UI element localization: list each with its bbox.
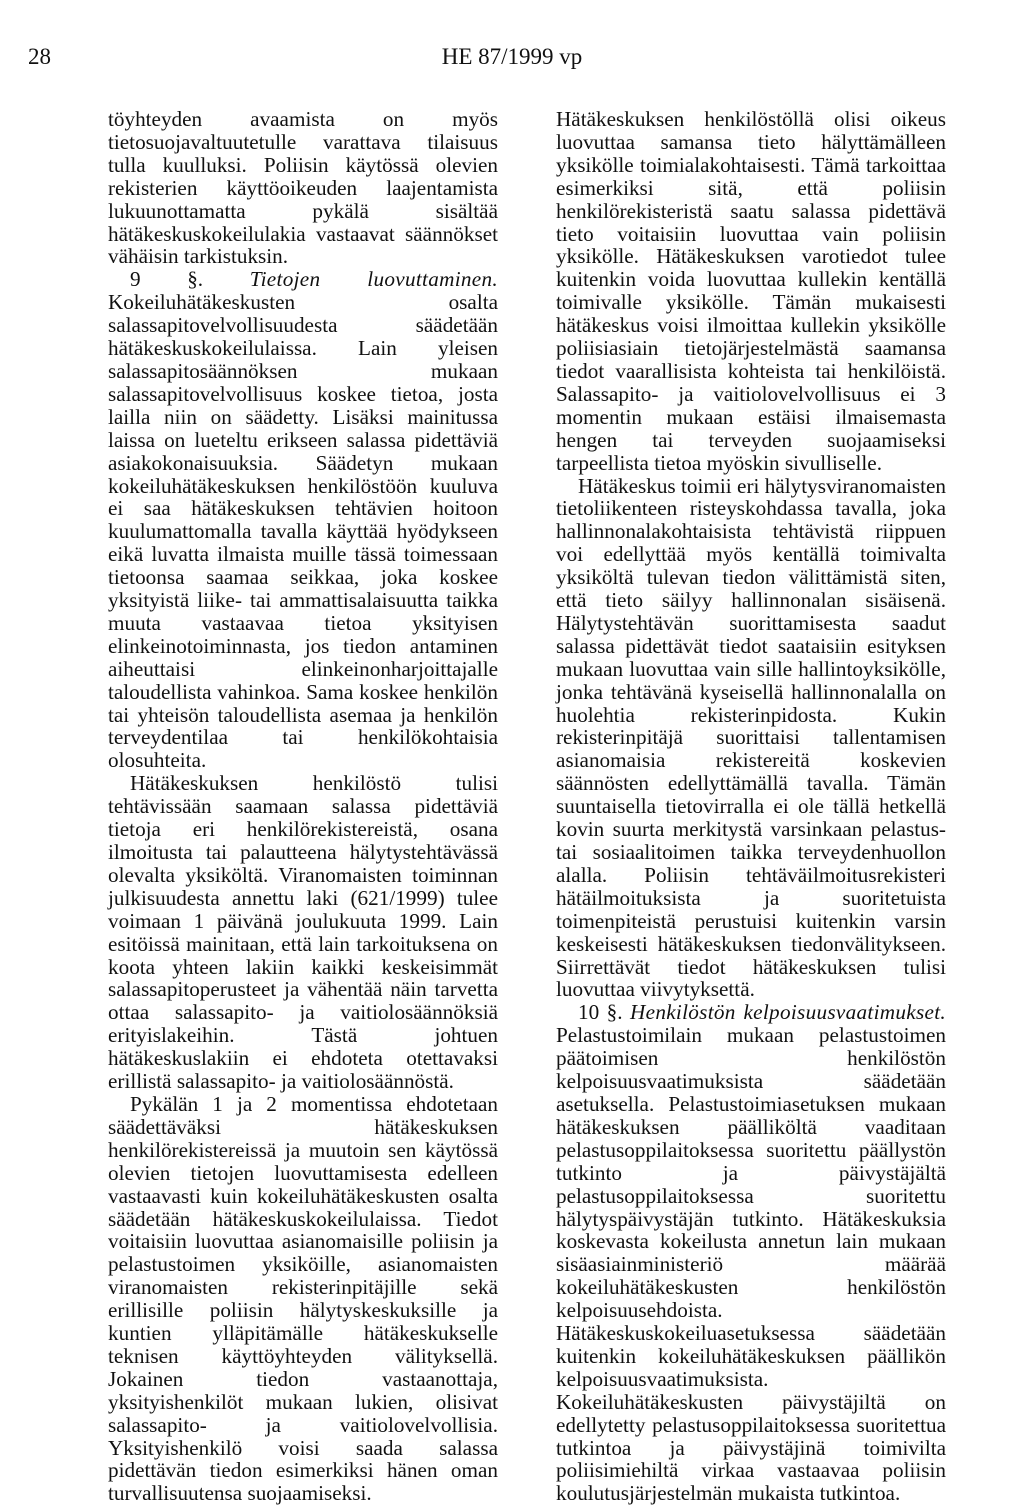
paragraph: Pykälän 1 ja 2 momentissa ehdotetaan säädettäväksi hätäkeskuksen henkilörekistereissä ja muutoin sen käytössä olevien tietojen luovuttamisesta edelleen vastaavasti kuin kokeiluhätäkeskusten osalta säädetään hätäkeskuskokeilulaissa. Tiedot voitaisiin luovuttaa asianomaisille poliisin ja pelastustoimen yksiköille, asianomaisten viranomaisten rekisterinpitäjille sekä erillisille poliisin hälytyskeskuksille ja kuntien ylläpitämälle hätäkeskukselle teknisen käyttöyhteyden välityksellä. Jokainen tiedon vastaanottaja, yksityishenkilöt mukaan lukien, olisivat salassapito- ja vaitiolovelvollisia. Yksityishenkilö voisi saada salassa pidettävän tiedon esimerkiksi hänen oman turvallisuutensa suojaamiseksi.	[108, 1091, 498, 1505]
section-number: 10 §.	[578, 1000, 623, 1025]
section-number: 9 §.	[130, 267, 204, 292]
document-id: HE 87/1999 vp	[441, 44, 583, 69]
section-9	[108, 268, 498, 772]
section-title: Henkilöstön kelpoisuusvaatimukset.	[630, 1000, 947, 1025]
section-title: Tietojen luovuttaminen.	[249, 267, 498, 292]
left-column	[108, 108, 498, 1505]
section-text: Kokeiluhätäkeskusten osalta salassapitovelvollisuudesta säädetään hätäkeskuskokeilulaissa. Lain yleisen salassapitosäännöksen mukaan salassapitovelvollisuus koskee tietoa, josta lailla niin on säädetty. Lisäksi mainitussa laissa on lueteltu erikseen salassa pidettäviä asiakokonaisuuksia. Säädetyn mukaan kokeiluhätäkeskuksen henkilöstöön kuuluva ei saa hätäkeskuksen tehtävien hoitoon kuulumattomalla tavalla käyttää hyödykseen eikä luvatta ilmaista muille tässä toimessaan tietoonsa saamaa seikkaa, joka koskee yksityistä liike- tai ammattisalaisuutta taikka muuta vastaavaa tietoa yksityisen elinkeinotoiminnasta, jos tiedon antaminen aiheuttaisi elinkeinonharjoittajalle taloudellista vahinkoa. Sama koskee henkilön tai yhteisön taloudellista asemaa ja henkilön terveydentilaa tai henkilökohtaisia olosuhteita.	[108, 290, 498, 773]
section-10	[556, 1001, 946, 1505]
paragraph: Hätäkeskus toimii eri hälytysviranomaisten tietoliikenteen risteyskohdassa tavalla, joka hallinnonalakohtaisista tehtävistä riippuen voi edellyttää myös kentällä toimivalta yksiköltä tulevan tiedon välittämistä siten, että tieto säilyy hallinnonalan sisäisenä. Hälytystehtävän suorittamisesta saadut salassa pidettävät tiedot saataisiin esityksen mukaan luovuttaa vain sille hallintoyksikölle, jonka tehtävänä kyseisellä hallinnonalalla on huolehtia rekisterinpidosta. Kukin rekisterinpitäjä suorittaisi tallentamisen asianomaisia rekistereitä koskevien säännösten edellyttämällä tavalla. Tämän suuntaisella tietovirralla ei ole tällä hetkellä kovin suurta merkitystä varsinkaan pelastus- tai sosiaalitoimen taikka terveydenhuollon alalla. Poliisin tehtäväilmoitusrekisteri hätäilmoituksista ja suoritetuista toimenpiteistä perustuisi kuitenkin varsin keskeisesti hätäkeskuksen tiedonvälitykseen. Siirrettävät tiedot hätäkeskuksen tulisi luovuttaa viivytyksettä.	[556, 473, 946, 1002]
right-column	[556, 108, 946, 1505]
paragraph: Hätäkeskuksen henkilöstö tulisi tehtävissään saamaan salassa pidettäviä tietoja eri henkilörekistereistä, osana ilmoitusta tai palautteena hälytystehtävässä olevalta yksiköltä. Viranomaisten toiminnan julkisuudesta annettu laki (621/1999) tulee voimaan 1 päivänä joulukuuta 1999. Lain esitöissä mainitaan, että lain tarkoituksena on koota yhteen lakiin kaikki keskeisimmät salassapitoperusteet ja vähentää näin tarvetta ottaa salassapito- ja vaitiolosäännöksiä erityislakeihin. Tästä johtuen hätäkeskuslakiin ei ehdoteta otettavaksi erillistä salassapito- ja vaitiolosäännöstä.	[108, 771, 498, 1094]
paragraph: Hätäkeskuksen henkilöstöllä olisi oikeus luovuttaa samansa tieto hälyttämälleen yksikölle toimialakohtaisesti. Tämä tarkoittaa esimerkiksi sitä, että poliisin henkilörekisteristä saatu salassa pidettävä tieto voitaisiin luovuttaa vain poliisin yksikölle. Hätäkeskuksen varotiedot tulee kuitenkin voida luovuttaa kullekin kentällä toimivalle yksikölle. Tämän mukaisesti hätäkeskus voisi ilmoittaa kullekin yksikölle poliisiasiain tietojärjestelmästä saamansa tiedot vaarallisista kohteista tai henkilöistä. Salassapito- ja vaitiolovelvollisuus ei 3 momentin mukaan estäisi ilmaisemasta hengen tai terveyden suojaamiseksi tarpeellista tietoa myöskin sivulliselle.	[556, 107, 946, 475]
section-text: Pelastustoimilain mukaan pelastustoimen päätoimisen henkilöstön kelpoisuusvaatimuksista säädetään asetuksella. Pelastustoimiasetuksen mukaan hätäkeskuksen päälliköltä vaaditaan pelastusoppilaitoksessa suoritettu päällystön tutkinto ja päivystäjältä pelastusoppilaitoksessa suoritettu hälytyspäivystäjän tutkinto. Hätäkeskuksia koskevasta kokeilusta annetun lain mukaan sisäasiainministeriö määrää kokeiluhätäkeskusten henkilöstön kelpoisuusehdoista. Hätäkeskuskokeiluasetuksessa säädetään kuitenkin kokeiluhätäkeskuksen päällikön kelpoisuusvaatimuksista. Kokeiluhätäkeskusten päivystäjiltä on edellytetty pelastusoppilaitoksessa suoritettua tutkintoa ja päivystäjinä toimivilta poliisimiehiltä virkaa vastaavaa poliisin koulutusjärjestelmän mukaista tutkintoa.	[556, 1023, 946, 1505]
paragraph: töyhteyden avaamista on myös tietosuojavaltuutetulle varattava tilaisuus tulla kuulluksi. Poliisin käytössä olevien rekisterien käyttöoikeuden laajentamista lukuunottamatta pykälä sisältää hätäkeskuskokeilulakia vastaavat säännökset vähäisin tarkistuksin.	[108, 107, 498, 269]
page-number: 28	[28, 44, 51, 69]
